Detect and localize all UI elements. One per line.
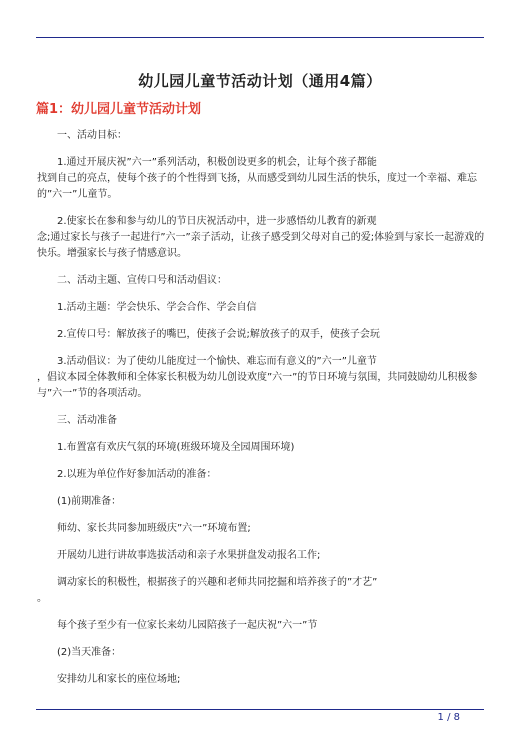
footer-rule [36,709,484,710]
paragraph: 开展幼儿进行讲故事选拔活动和亲子水果拼盘发动报名工作; [57,550,321,561]
paragraph [37,354,489,402]
paragraph-continuation: 念;通过家长与孩子一起进行”六一”亲子活动，让孩子感受到父母对自己的爱;体验到与家长一起游戏的快乐。增强家长与孩子情感意识。 [37,232,485,259]
paragraph: 安排幼儿和家长的座位场地; [57,674,181,685]
paragraph-continuation: 找到自己的亮点，使每个孩子的个性得到飞扬，从而感受到幼儿园生活的快乐，度过一个幸福、难忘的”六一”儿童节。 [37,173,477,200]
paragraph: (2)当天准备： [57,647,122,658]
paragraph: 每个孩子至少有一位家长来幼儿园陪孩子一起庆祝”六一”节 [57,620,318,631]
page-indicator: 1 / 8 [437,712,460,723]
paragraph [37,575,489,607]
paragraph: 二、活动主题、宣传口号和活动倡议： [57,275,227,286]
document-title: 幼儿园儿童节活动计划（通用4篇） [138,72,382,90]
paragraph: 1.活动主题：学会快乐、学会合作、学会自信 [57,302,257,313]
paragraph: 2.以班为单位作好参加活动的准备： [57,469,217,480]
header-rule [36,37,484,38]
paragraph [37,155,489,203]
paragraph: 三、活动准备 [57,415,117,426]
paragraph: 1.布置富有欢庆气氛的环境(班级环境及全园周围环境) [57,442,295,453]
paragraph-continuation: ，倡议本园全体教师和全体家长积极为幼儿创设欢度”六一”的节日环境与氛围，共同鼓励幼儿积极参与”六一”节的各项活动。 [37,372,478,399]
paragraph-first-line: 调动家长的积极性，根据孩子的兴趣和老师共同挖掘和培养孩子的”才艺” [57,577,378,588]
paragraph: 一、活动目标： [57,130,127,141]
paragraph-continuation: 。 [37,593,47,604]
paragraph: 2.宣传口号：解放孩子的嘴巴，使孩子会说;解放孩子的双手，使孩子会玩 [57,329,380,340]
document-body [37,128,489,699]
paragraph [37,214,489,262]
paragraph: 师幼、家长共同参加班级庆”六一”环境布置; [57,523,251,534]
paragraph-first-line: 1.通过开展庆祝”六一”系列活动，积极创设更多的机会，让每个孩子都能 [57,157,377,168]
paragraph-first-line: 2.使家长在参和参与幼儿的节日庆祝活动中，进一步感悟幼儿教育的新观 [57,216,377,227]
paragraph: (1)前期准备： [57,496,122,507]
section-heading: 篇1：幼儿园儿童节活动计划 [36,102,202,117]
paragraph-first-line: 3.活动倡议：为了使幼儿能度过一个愉快、难忘而有意义的”六一”儿童节 [57,356,377,367]
